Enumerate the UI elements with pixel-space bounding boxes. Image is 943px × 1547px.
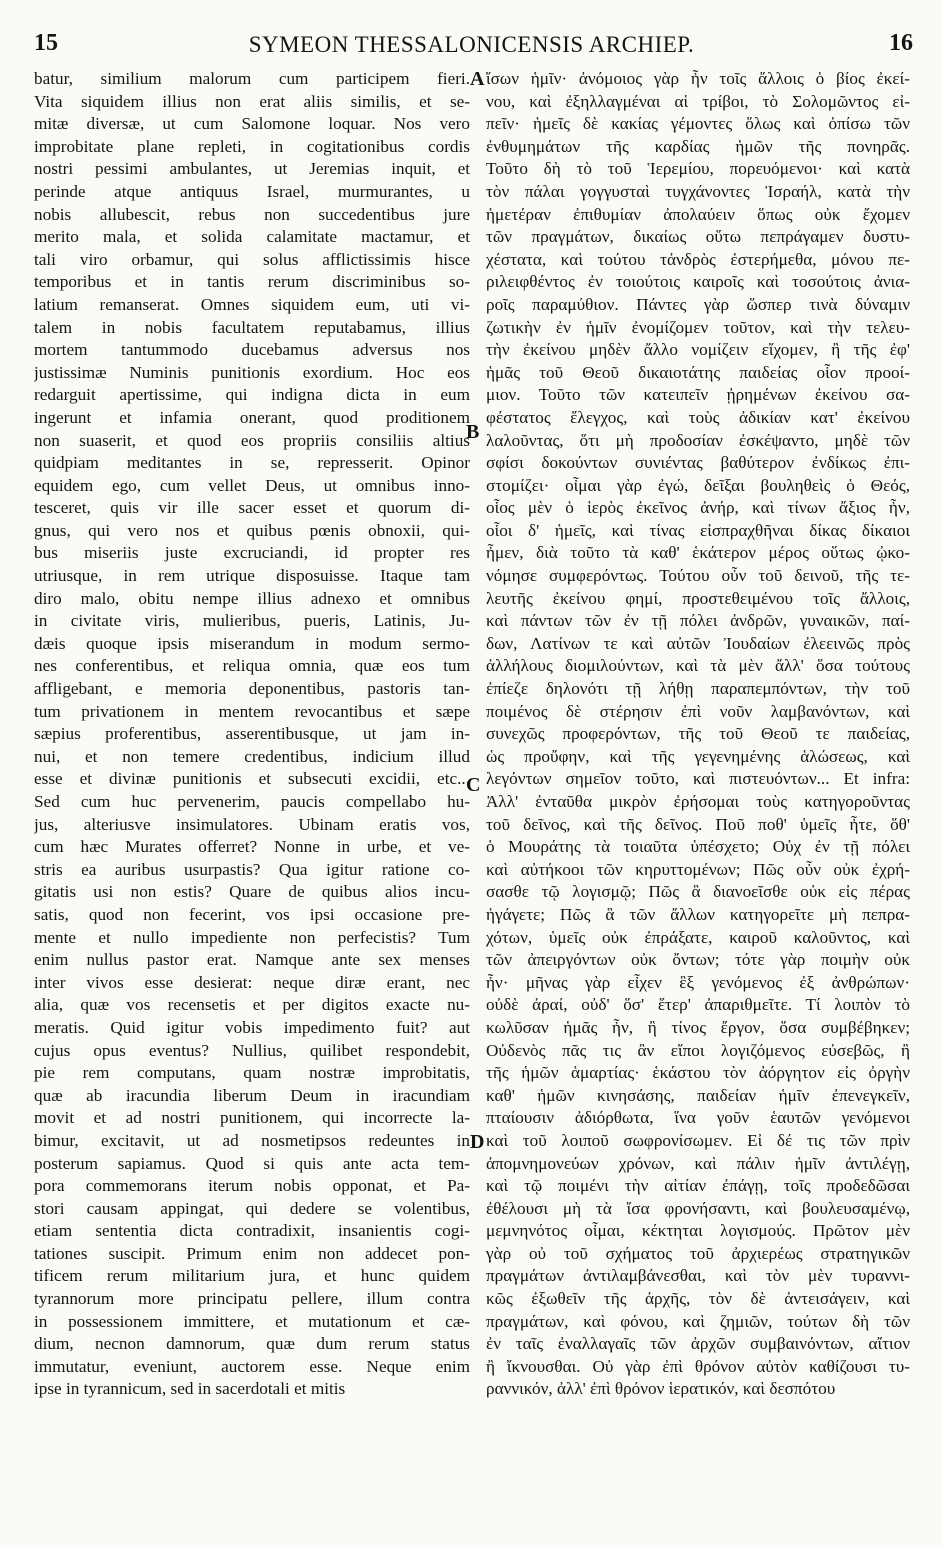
greek-text-line: πραγμάτων ἀντιλαμβάνεσθαι, καὶ τὸν μὲν τυραννι- [486,1266,910,1286]
latin-text-line: Sed cum huc pervenerim, paucis compellabo hu- [34,792,470,811]
latin-text-line: sæpius proferentibus, asserentibusque, ut jam in- [34,724,470,744]
latin-text-line: inter vivos esse desierat: neque diræ erant, nec [34,972,470,992]
greek-text-line: τοῦ δεῖνος, καὶ τῆς δεῖνος. Ποῦ ποθ' ὑμεῖς ἦτε, ὅθ' [486,814,910,834]
latin-text-line: justissimæ Numinis punitionis exordium. Hoc eos [34,362,470,382]
latin-text-line: tationes suscipit. Primum enim non addecet pon- [34,1243,470,1263]
latin-text-line: tyrannorum more principatu pellere, illum contra [34,1289,470,1309]
greek-text-line: Οὐδενὸς πᾶς τις ἂν εἴποι λογιζόμενος εὐσεβῶς, ἢ [486,1040,910,1060]
latin-text-line: tali viro orbamur, qui solus afflictissimis hisce [34,249,470,269]
greek-text-line: φέστατος ἔλεγχος, καὶ τοὺς ἀδικίαν κατ' ἐκείνου [486,407,910,427]
greek-text-line: γὰρ οὐ τοῦ σχήματος τοῦ ἀρχιερέως στρατηγικῶν [486,1243,910,1263]
greek-text-line: χέστατα, καὶ τούτου τἀνδρὸς ἐστερήμεθα, μόνου πε- [486,249,910,269]
latin-text-line: movit et ad nostri punitionem, qui incorrecte la- [34,1108,470,1128]
section-marker-b: B [466,421,480,443]
greek-text-line: ὁ Μουράτης τὰ τοιαῦτα ὑπέσχετο; Οὐχ ἐν τῇ πόλει [486,837,910,857]
greek-text-line: τὴν ἐκείνου μηδὲν ἄλλο νομίζειν εἴχομεν, ἢ τῆς ἐφ' [486,340,910,360]
greek-text-line: ριλειφθέντος ἐν τοιούτοις καιροῖς καὶ τοσούτοις ἀνια- [486,272,910,292]
section-marker-d: D [470,1131,485,1153]
latin-text-line: mente et nullo impediente non perfecistis? Tum [34,927,470,947]
running-title: SYMEON THESSALONICENSIS ARCHIEP. [248,32,695,57]
greek-text-line: ραννικόν, ἀλλ' ἐπὶ θρόνον ἱερατικόν, καὶ δεσπότου [486,1379,836,1399]
greek-text-line: ἀπομνημονεύων χρόνων, καὶ πάλιν ἡμῖν ἀντιλέγῃ, [486,1153,910,1173]
latin-text-line: talem in nobis facultatem reputabamus, illius [34,317,470,337]
latin-text-line: stori causam appingat, qui dedere se volentibus, [34,1198,470,1218]
latin-text-line: etiam sententia dicta contradixit, insanientis cogi- [34,1221,470,1241]
greek-text-line: κωλῦσαν ἡμᾶς ἦν, ἢ τίνος ἔργον, ὅσα συμβέβηκεν; [486,1017,910,1037]
latin-text-line: pie rem computans, quam nostræ improbitatis, [34,1063,470,1083]
latin-text-line: in possessionem immittere, et mutationum et cæ- [34,1311,470,1331]
latin-text-line: esse et divinæ punitionis et subsecuti excidii, etc... [34,769,470,789]
greek-text-line: ἡμετέραν ἐπιθυμίαν ἀπολαύειν ὅπως οὐκ ἔχομεν [486,204,910,224]
greek-text-line: μεμνηνότος οἶμαι, κέκτηται λογισμούς. Πρῶτον μὲν [486,1221,910,1241]
latin-text-line: posterum sapiamus. Quod si quis ante acta tem- [34,1153,470,1173]
greek-text-line: σφίσι δοκούντων συνιέντας βαθύτερον ἐνδίκως ἐπι- [486,453,910,473]
section-marker-a: A [470,68,485,90]
greek-text-line: κῶς ἐξωθεῖν τῆς ἀρχῆς, τὸν δὲ ἀντεισάγειν, καὶ [486,1289,910,1309]
greek-text-line: πραγμάτων, καὶ φόνου, καὶ ζημιῶν, τούτων δὴ τῶν [486,1311,910,1331]
latin-text-line: bimur, excitavit, ut ad nosmetipsos redeuntes in [34,1130,470,1150]
greek-text-line: τῶν ἀπειργόντων οὐκ ὄντων; τότε γὰρ ποιμὴν οὐκ [486,950,910,970]
greek-text-line: καὶ τῷ ποιμένι τὴν αἰτίαν ἐπάγῃ, τοῖς προδεδῶσαι [486,1176,910,1196]
latin-text-line: stris ea auribus usurpastis? Qua igitur ratione co- [34,859,470,879]
latin-text-line: improbitate plane repleti, in cogitationibus cordis [34,136,470,156]
greek-text-line: λεγόντων σημεῖον τοῦτο, καὶ πιστευόντων... Et infra: [486,769,910,789]
latin-text-line: dæis quoque ipsis miserandum in modum sermo- [34,633,470,653]
latin-text-line: cujus opus eventus? Nullius, quilibet respondebit, [34,1040,470,1060]
latin-text-line: in civitate viris, mulieribus, pueris, Latinis, Ju- [34,611,470,631]
greek-text-line: μιον. Τοῦτο τῶν κατειπεῖν ᾐρημένων ἐκείνου σα- [486,385,910,405]
latin-text-line: bus miseriis juste excruciandi, id propter res [34,543,470,563]
latin-text-line: latium remanserat. Omnes siquidem eum, uti vi- [34,294,470,314]
greek-text-line: Τοῦτο δὴ τὸ τοῦ Ἱερεμίου, πορευόμενοι· καὶ κατὰ [486,159,910,179]
greek-column [486,68,910,1401]
greek-text-line: ἦμεν, διὰ τοῦτο τὰ καθ' ἑκάτερον μέρος οὕτως ᾠκο- [486,543,910,563]
latin-text-line: equidem ego, cum vellet Deus, ut omnibus inno- [34,475,470,495]
greek-text-line: ἀλλήλους διομιλούντων, καὶ τὰ μὲν ἄλλ' ὅσα τούτους [486,656,910,676]
greek-text-line: ἡμᾶς τοῦ Θεοῦ δικαιοτάτης παιδείας οἷον προοί- [486,362,910,382]
latin-text-line: ipse in tyrannicum, sed in sacerdotali et mitis [34,1379,346,1399]
latin-text-line: diro malo, obitu nempe illius adnexo et omnibus [34,588,470,608]
greek-text-line: δων, Λατίνων τε καὶ αὐτῶν Ἰουδαίων ἐλεεινῶς πρὸς [486,633,910,653]
latin-text-line: enim nullus pastor erat. Namque ante sex menses [34,950,470,970]
greek-text-line: συνεχῶς προφερόντων, τῆς τοῦ Θεοῦ τε παιδείας, [486,724,910,744]
greek-text-line: καὶ πάντων τῶν ἐν τῇ πόλει ἀνδρῶν, γυναικῶν, παί- [486,611,910,631]
latin-text-line: quidpiam meditantes in se, represserit. Opinor [34,453,470,473]
greek-text-line: ἐνθυμημάτων τῆς καρδίας ἡμῶν τῆς πονηρᾶς. [486,136,910,156]
latin-text-line: merito mala, et solida calamitate mactamur, et [34,227,470,247]
latin-text-line: batur, similium malorum cum participem fieri. [34,69,470,88]
latin-text-line: nobis allubescit, rebus non succedentibus jure [34,204,470,224]
latin-text-line: temporibus et in tantis rerum discriminibus so- [34,272,470,292]
section-marker-c: C [466,774,481,796]
latin-text-line: alia, quæ vos recensetis et per digitos exacte nu- [34,995,470,1015]
latin-text-line: mitæ diversæ, ut cum Salomone loquar. Nos vero [34,114,470,134]
greek-text-line: ἐθέλουσι μὴ τὰ ἴσα φρονήσαντι, καὶ βουλευσαμένῳ, [486,1198,910,1218]
greek-text-line: ἦν· μῆνας γὰρ εἶχεν ἓξ γενόμενος ἐξ ἀνθρώπων· [486,972,910,992]
latin-text-line: ingerunt et infamia onerant, quod proditionem [34,407,470,427]
latin-text-line: cum hæc Murates offerret? Nonne in urbe, et ve- [34,837,470,857]
greek-text-line: τὸν πάλαι γογγυσταὶ τυγχάνοντες Ἰσραήλ, κατὰ τὴν [486,181,910,201]
greek-text-line: ἐπίεζε δηλονότι τῇ λήθῃ παραπεμπόντων, τὴν τοῦ [486,679,910,699]
latin-text-line: dium, necnon damnorum, quæ dum rerum status [34,1334,470,1354]
latin-text-line: immutatur, eveniunt, auctorem esse. Neque enim [34,1356,470,1376]
greek-text-line: Ἀλλ' ἐνταῦθα μικρὸν ἐρήσομαι τοὺς κατηγοροῦντας [486,792,910,811]
latin-text-line: mortem tantummodo ducebamus adversus nos [34,340,470,360]
latin-text-line: tificem rerum militarium jura, et hunc quidem [34,1266,470,1286]
latin-text-line: gnus, qui vero nos et quibus pœnis obnoxii, qui- [34,520,470,540]
latin-text-line: utriusque, in rem utrique disposuisse. Itaque tam [34,566,470,586]
greek-text-line: λαλοῦντας, ὅτι μὴ προδοσίαν ἐσκέψαντο, μηδὲ τῶν [486,430,910,450]
greek-text-line: οἷοι δ' ἡμεῖς, καὶ τίνας εἰσπραχθῆναι δίκας δίκαιοι [486,520,910,540]
latin-text-line: redarguit apertissime, qui indigna dicta in eum [34,385,470,405]
latin-text-line: nes conferentibus, et reliqua omnia, quæ eos tum [34,656,470,676]
greek-text-line: οἷος μὲν ὁ ἱερὸς ἐκεῖνος ἀνήρ, καὶ τίνων ἄξιος ἦν, [486,498,910,518]
greek-text-line: ἠγάγετε; Πῶς ἃ τῶν ἄλλων κατηγορεῖτε μὴ πεπρα- [486,904,910,924]
greek-text-line: τῶν πραγμάτων, δικαίως οὕτω πεπράγαμεν δυστυ- [486,227,910,247]
latin-text-line: nostri pessimi ambulantes, ut Jeremias inquit, et [34,159,470,179]
greek-text-line: οὐδὲ ἀραί, οὐδ' ὅσ' ἕτερ' ἀπαριθμεῖτε. Τί λοιπὸν τὸ [486,995,910,1015]
latin-text-line: tum privationem in mentem revocantibus et sæpe [34,701,470,721]
greek-text-line: ροῖς παραμύθιον. Πάντες γὰρ ὥσπερ τινὰ δύναμιν [486,294,910,314]
greek-text-line: νου, καὶ ἐξηλλαγμέναι αἱ τρίβοι, τὸ Σολομῶντος εἰ- [486,91,910,111]
greek-text-line: ἐν ταῖς ἐναλλαγαῖς τῶν ἀρχῶν συμβαινόντων, αἴτιον [486,1334,910,1354]
greek-text-line: ζωτικὴν ἐν ἡμῖν ἐνομίζομεν τοῦτον, καὶ τὴν τελευ- [486,317,910,337]
greek-text-line: ἢ ἴκνουσθαι. Οὐ γὰρ ἐπὶ θρόνον αὐτὸν καθίζουσι τυ- [486,1356,910,1376]
greek-text-line: καὶ αὐτήκοοι τῶν κηρυττομένων; Πῶς οὖν οὐκ ἐχρή- [486,859,910,879]
greek-text-line: τῆς ἡμῶν ἁμαρτίας· ἑκάστου τὸν ἀόργητον εἰς ὀργὴν [486,1063,910,1083]
greek-text-line: καὶ τοῦ λοιποῦ σωφρονίσωμεν. Εἰ δέ τις τῶν πρὶν [486,1130,910,1150]
greek-text-line: στομίζει· οἶμαι γὰρ ἐγώ, δεῖξαι βουληθεὶς ὁ Θεός, [486,475,910,495]
latin-text-line: gitatis usi non estis? Quare de quibus alios incu- [34,882,470,902]
latin-text-line: pora commemorans iterum nobis opponat, et Pa- [34,1176,470,1196]
latin-text-line: nui, et non temere credentibus, indicium illud [34,746,470,766]
latin-column [34,68,470,1401]
greek-text-line: πταίουσιν ἀδιόρθωτα, ἵνα γοῦν ἑαυτῶν γενόμενοι [486,1108,910,1128]
greek-text-line: σασθε τῷ λογισμῷ; Πῶς ἃ διανοεῖσθε οὐκ εἰς πέρας [486,882,910,902]
latin-text-line: Vita siquidem illius non erat aliis similis, et se- [34,91,470,111]
greek-text-line: λευτῆς ἐκείνου φημί, προστεθειμένου τοῖς ἄλλοις, [486,588,910,608]
greek-text-line: χότων, ὑμεῖς οὐκ ἐπράξατε, καιροῦ καλοῦντος, καὶ [486,927,910,947]
latin-text-line: affligebant, e memoria deponentibus, pastoris tan- [34,679,470,699]
greek-text-line: πεῖν· ἡμεῖς δὲ κακίας γέμοντες ὅλως καὶ ὀπίσω τῶν [486,114,910,134]
latin-text-line: non suaserit, et quod eos propriis consiliis altius [34,430,470,450]
latin-text-line: meratis. Quid igitur vobis impedimento fuit? aut [34,1017,470,1037]
greek-text-line: ποιμένος δὲ στέρησιν ἐπὶ νοῦν λαμβανόντων, καὶ [486,701,910,721]
greek-text-line: καθ' ἡμῶν κινησάσης, παιδείαν ἡμῖν ἐπενεγκεῖν, [486,1085,910,1105]
greek-text-line: νόμησε συμφερόντως. Τούτου οὖν τοῦ δεινοῦ, τῆς τε- [486,566,910,586]
greek-text-line: ὡς προὔφην, καὶ τῆς γεγενημένης ἁλώσεως, καὶ [486,746,910,766]
right-page-number: 16 [889,30,913,56]
page-header [22,8,921,64]
greek-text-line: ἴσων ἡμῖν· ἀνόμοιος γὰρ ἦν τοῖς ἄλλοις ὁ βίος ἐκεί- [486,69,910,88]
latin-text-line: satis, quod non fecerint, vos ipsi occasione pre- [34,904,470,924]
latin-text-line: quæ ab iracundia liberum Deum in iracundiam [34,1085,470,1105]
left-page-number: 15 [34,30,58,56]
latin-text-line: jus, alteriusve insimulatores. Ubinam eratis vos, [34,814,470,834]
latin-text-line: tesceret, quis vir ille sacer esset et quorum di- [34,498,470,518]
latin-text-line: perinde atque antiquus Israel, murmurantes, u [34,181,470,201]
